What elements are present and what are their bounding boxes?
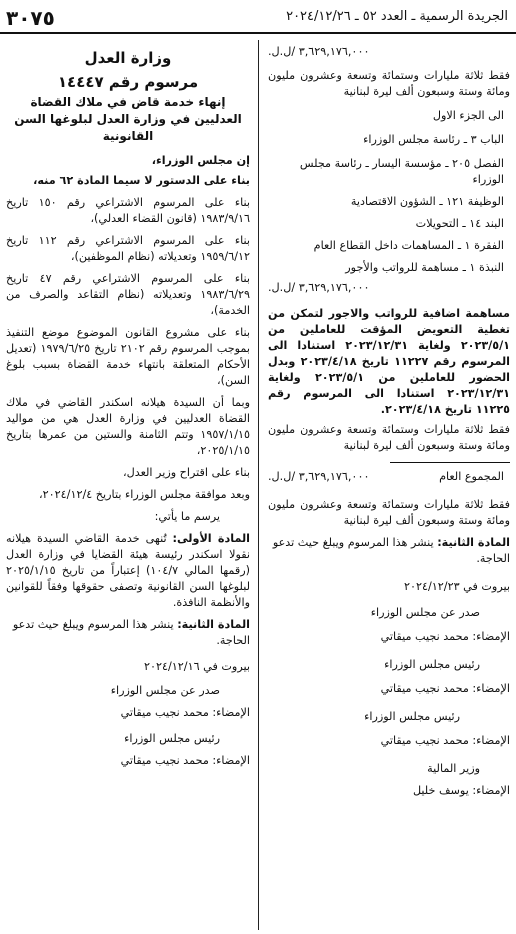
total-amount: ٣,٦٢٩,١٧٦,٠٠٠ /ل.ل. — [268, 470, 370, 483]
total-label: المجموع العام — [439, 470, 504, 483]
amount-words: فقط ثلاثة مليارات وستمائة وتسعة وعشرون مليون ومائة وستة وسبعون ألف ليرة لبنانية — [268, 423, 510, 452]
right-column — [268, 40, 510, 803]
amount-mid: ٣,٦٢٩,١٧٦,٠٠٠ /ل.ل. — [268, 281, 370, 294]
signature: الإمضاء: يوسف خليل — [412, 784, 510, 797]
contribution-description: مساهمة اضافية للرواتب والاجور لتمكن من تغطية التعويض المؤقت للعاملين من ٢٠٢٣/٥/١ ولغاية ٢٠٢٣/١٢/٣١ استنادا الى المرسوم رقم ١١٢٢٧ تاريخ ٢٠٢٣/٤/١٨ وبدل الحضور للعاملين من ٢٠٢٣/٥/١ ولغاية ٢٠٢٣/١٢/٣١ استنادا الى المرسوم رقم ١١٢٢٥ تاريخ ٢٠٢٣/٤/١٨. — [268, 307, 510, 416]
proposal-line: بناء على اقتراح وزير العدل، — [122, 466, 250, 479]
total-row — [268, 469, 510, 487]
budget-part: الى الجزء الاول — [432, 109, 504, 122]
page-header — [0, 0, 516, 34]
article-2-text: ينشر هذا المرسوم ويبلغ حيث تدعو الحاجة. — [12, 618, 250, 647]
issued-line: صدر عن مجلس الوزراء — [110, 684, 220, 697]
amount-top: ٣,٦٢٩,١٧٦,٠٠٠ /ل.ل. — [268, 45, 370, 58]
article-2-text: ينشر هذا المرسوم ويبلغ حيث تدعو الحاجة. — [272, 536, 510, 565]
signature: الإمضاء: محمد نجيب ميقاتي — [120, 754, 250, 767]
legal-basis: بناء على المرسوم الاشتراعي رقم ٤٧ تاريخ ١٩٨٣/٦/٢٩ وتعديلاته (نظام التقاعد والصرف من الخدمة)، — [6, 272, 250, 317]
signature: الإمضاء: محمد نجيب ميقاتي — [380, 734, 510, 747]
issued-line: صدر عن مجلس الوزراء — [370, 606, 480, 619]
article-1-label: المادة الأولى: — [172, 532, 250, 545]
constitution-basis: بناء على الدستور لا سيما المادة ٦٢ منه، — [33, 174, 250, 187]
budget-clause: البند ١٤ ـ التحويلات — [415, 217, 504, 230]
finance-minister-title: وزير المالية — [427, 762, 480, 775]
budget-section: الفصل ٢٠٥ ـ مؤسسة اليسار ـ رئاسة مجلس الوزراء — [299, 157, 504, 186]
pm-title: رئيس مجلس الوزراء — [364, 710, 460, 723]
amount-words: فقط ثلاثة مليارات وستمائة وتسعة وعشرون مليون ومائة وستة وسبعون ألف ليرة لبنانية — [268, 69, 510, 98]
legal-basis: بناء على المرسوم الاشتراعي رقم ١٥٠ تاريخ ١٩٨٣/٩/١٦ (قانون القضاء العدلي)، — [6, 196, 250, 225]
page-number: ٣٠٧٥ — [6, 6, 55, 30]
article-2 — [6, 617, 250, 649]
whereas-clause: وبما أن السيدة هيلانه اسكندر القاضي في ملاك القضاة العدليين في وزارة العدل هي من مواليد ١٩٥٧/١/١٥ وتتم الثامنة والستين من عمرها بتاريخ ٢٠٢٥/١/١٥، — [6, 396, 250, 457]
signature: الإمضاء: محمد نجيب ميقاتي — [380, 682, 510, 695]
legal-basis: بناء على المرسوم الاشتراعي رقم ١١٢ تاريخ ١٩٥٩/٦/١٢ وتعديلاته (نظام الموظفين)، — [6, 234, 250, 263]
total-rule — [390, 462, 510, 463]
ministry-title: وزارة العدل — [84, 49, 172, 67]
budget-paragraph: الفقرة ١ ـ المساهمات داخل القطاع العام — [313, 239, 504, 252]
amount-words: فقط ثلاثة مليارات وستمائة وتسعة وعشرون مليون ومائة وستة وسبعون ألف ليرة لبنانية — [268, 498, 510, 527]
signature: الإمضاء: محمد نجيب ميقاتي — [380, 630, 510, 643]
article-1 — [6, 531, 250, 611]
column-divider — [258, 40, 259, 930]
article-2-label: المادة الثانية: — [437, 536, 510, 549]
article-2 — [268, 535, 510, 567]
decree-number: مرسوم رقم ١٤٤٤٧ — [57, 73, 199, 91]
intro-line: إن مجلس الوزراء، — [151, 154, 250, 167]
budget-function: الوظيفة ١٢١ ـ الشؤون الاقتصادية — [350, 195, 504, 208]
decree-subject: إنهاء خدمة قاض في ملاك القضاة العدليين في وزارة العدل لبلوغها السن القانونية — [14, 95, 242, 143]
gazette-title: الجريدة الرسمية ـ العدد ٥٢ ـ ٢٠٢٤/١٢/٢٦ — [286, 9, 508, 24]
pm-title: رئيس مجلس الوزراء — [384, 658, 480, 671]
date-line: بيروت في ٢٠٢٤/١٢/٢٣ — [403, 580, 510, 593]
decrees-line: يرسم ما يأتي: — [154, 510, 220, 523]
budget-subparagraph: النبذة ١ ـ مساهمة للرواتب والأجور — [345, 261, 504, 274]
date-line: بيروت في ٢٠٢٤/١٢/١٦ — [143, 660, 250, 673]
article-1-text: تُنهى خدمة القاضي السيدة هيلانه نقولا اسكندر رئيسة هيئة القضايا في وزارة العدل (رقمها المالي ١٠٤/٧) إعتباراً من تاريخ ٢٠٢٥/١/١٥ لبلوغها السن القانونية وتصفى حقوقها وفقاً للقوانين والأنظمة النافذة. — [6, 532, 250, 609]
left-column — [6, 40, 250, 773]
article-2-label: المادة الثانية: — [177, 618, 250, 631]
budget-chapter: الباب ٣ ـ رئاسة مجلس الوزراء — [363, 133, 504, 146]
approval-line: وبعد موافقة مجلس الوزراء بتاريخ ٢٠٢٤/١٢/٤، — [39, 488, 250, 501]
pm-title: رئيس مجلس الوزراء — [124, 732, 220, 745]
signature: الإمضاء: محمد نجيب ميقاتي — [120, 706, 250, 719]
legal-basis: بناء على مشروع القانون الموضوع موضع التنفيذ بموجب المرسوم رقم ٢١٠٢ تاريخ ١٩٧٩/٦/٢٥ (تعديل الأحكام المتعلقة بانتهاء خدمة القضاة بسبب بلوغ السن)، — [6, 326, 250, 387]
